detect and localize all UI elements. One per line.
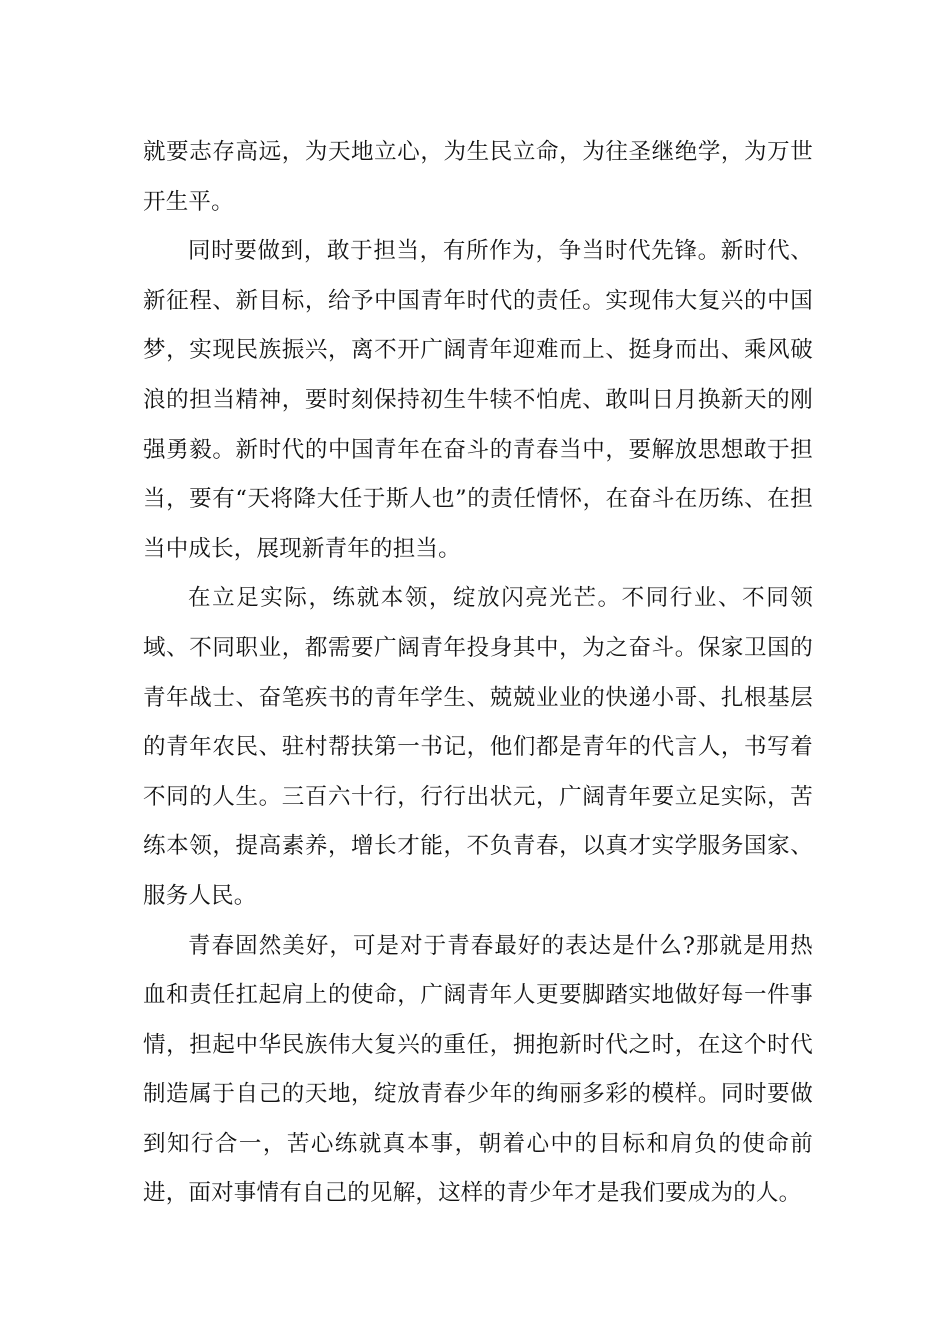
paragraph-2: 同时要做到，敢于担当，有所作为，争当时代先锋。新时代、新征程、新目标，给予中国青年时代的责任。实现伟大复兴的中国梦，实现民族振兴，离不开广阔青年迎难而上、挺身而出、乘风破浪的担当精神，要时刻保持初生牛犊不怕虎、敢叫日月换新天的刚强勇毅。新时代的中国青年在奋斗的青春当中，要解放思想敢于担当，要有“天将降大任于斯人也”的责任情怀，在奋斗在历练、在担当中成长，展现新青年的担当。 <box>143 238 813 562</box>
document-body <box>143 128 813 1219</box>
paragraph-3: 在立足实际，练就本领，绽放闪亮光芒。不同行业、不同领域、不同职业，都需要广阔青年投身其中，为之奋斗。保家卫国的青年战士、奋笔疾书的青年学生、兢兢业业的快递小哥、扎根基层的青年农民、驻村帮扶第一书记，他们都是青年的代言人，书写着不同的人生。三百六十行，行行出状元，广阔青年要立足实际，苦练本领，提高素养，增长才能，不负青春，以真才实学服务国家、服务人民。 <box>143 585 813 909</box>
paragraph-4: 青春固然美好，可是对于青春最好的表达是什么?那就是用热血和责任扛起肩上的使命，广阔青年人更要脚踏实地做好每一件事情，担起中华民族伟大复兴的重任，拥抱新时代之时，在这个时代制造属于自己的天地，绽放青春少年的绚丽多彩的模样。同时要做到知行合一，苦心练就真本事，朝着心中的目标和肩负的使命前进，面对事情有自己的见解，这样的青少年才是我们要成为的人。 <box>143 932 813 1207</box>
paragraph-1: 就要志存高远，为天地立心，为生民立命，为往圣继绝学，为万世开生平。 <box>143 139 813 215</box>
